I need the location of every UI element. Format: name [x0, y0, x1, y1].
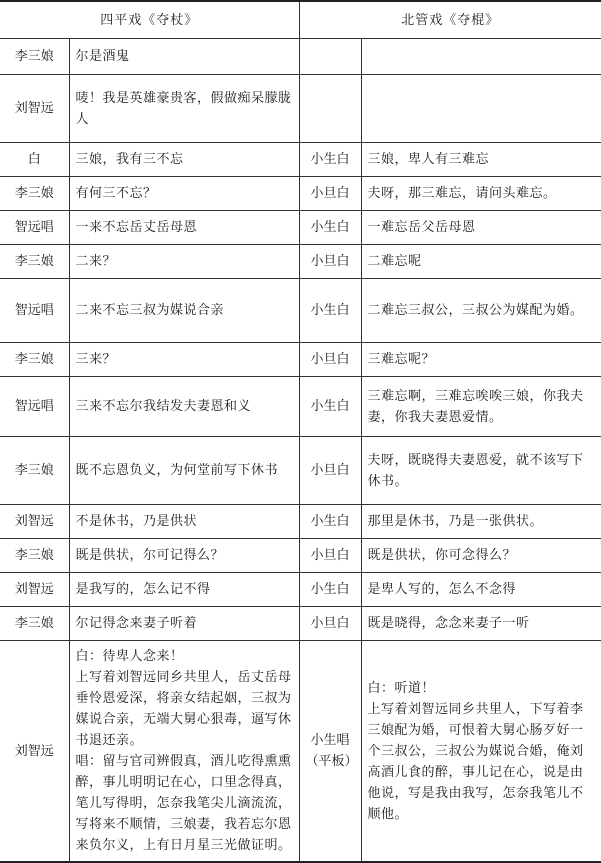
left-role-cell: 刘智远: [0, 505, 69, 539]
table-row: [0, 75, 601, 143]
left-role-cell: 刘智远: [0, 75, 69, 143]
right-role-cell: 小生唱（平板）: [299, 641, 361, 863]
right-role-cell: 小旦白: [299, 607, 361, 641]
table-row: [0, 39, 601, 75]
header-right: 北管戏《夺棍》: [299, 1, 601, 39]
left-text-cell: 三来不忘尔我结发夫妻恩和义: [69, 377, 299, 437]
table-row: [0, 437, 601, 505]
left-role-cell: 李三娘: [0, 39, 69, 75]
right-text-cell: 既是晓得，念念来妻子一听: [361, 607, 601, 641]
left-role-cell: 智远唱: [0, 211, 69, 245]
left-text-cell: 二来？: [69, 245, 299, 279]
right-role-cell: 小生白: [299, 377, 361, 437]
header-left: 四平戏《夺杖》: [0, 1, 299, 39]
right-text-cell: 三娘，卑人有三难忘: [361, 143, 601, 177]
table-row: [0, 279, 601, 343]
table-row: [0, 539, 601, 573]
right-role-cell: 小生白: [299, 279, 361, 343]
right-role-cell: 小生白: [299, 573, 361, 607]
left-role-cell: 智远唱: [0, 377, 69, 437]
left-text-cell: 三来？: [69, 343, 299, 377]
left-text-cell: 既是供状，尔可记得么？: [69, 539, 299, 573]
left-role-cell: 李三娘: [0, 343, 69, 377]
table-row: [0, 505, 601, 539]
right-role-cell: 小旦白: [299, 539, 361, 573]
right-verse-text: 白：听道！ 上写着刘智远同乡共里人，下写着李三娘配为婚，可恨着大舅心肠歹好一个三叔公，三叔公为媒说合婚，俺刘高酒儿食的醉，事儿记在心，说是由他说，写是我由我写，怎奈我笔儿不顺他。: [367, 680, 584, 822]
right-text-cell: 夫呀，那三难忘，请问头难忘。: [361, 177, 601, 211]
table-row: [0, 143, 601, 177]
right-text-cell: 三难忘呢？: [361, 343, 601, 377]
left-role-cell: 李三娘: [0, 607, 69, 641]
right-text-cell: 那里是休书，乃是一张供状。: [361, 505, 601, 539]
right-text-cell: [361, 75, 601, 143]
table-header-row: [0, 1, 601, 39]
left-text-cell: 有何三不忘？: [69, 177, 299, 211]
left-role-cell: 李三娘: [0, 437, 69, 505]
left-role-cell: 智远唱: [0, 279, 69, 343]
right-role-cell: 小旦白: [299, 177, 361, 211]
left-text-cell: 尔是酒鬼: [69, 39, 299, 75]
right-role-cell: 小生白: [299, 211, 361, 245]
left-text-cell: 唛！我是英雄豪贵客，假做痴呆朦胧人: [69, 75, 299, 143]
right-role-cell: [299, 75, 361, 143]
table-row: [0, 211, 601, 245]
left-text-cell: 二来不忘三叔为媒说合亲: [69, 279, 299, 343]
table-row: [0, 377, 601, 437]
table-row: [0, 573, 601, 607]
left-text-cell: 尔记得念来妻子听着: [69, 607, 299, 641]
right-text-cell: 是卑人写的，怎么不念得: [361, 573, 601, 607]
left-text-cell: 既不忘恩负义，为何堂前写下休书: [69, 437, 299, 505]
right-role-cell: 小旦白: [299, 245, 361, 279]
left-role-cell: 李三娘: [0, 245, 69, 279]
right-text-cell: 二难忘呢: [361, 245, 601, 279]
right-text-cell: 夫呀，既晓得夫妻恩爱，就不该写下休书。: [361, 437, 601, 505]
right-text-cell: [361, 39, 601, 75]
left-role-cell: 白: [0, 143, 69, 177]
right-text-cell: 三难忘啊，三难忘唉唉三娘，你我夫妻，你我夫妻恩爱情。: [361, 377, 601, 437]
left-verse-text: 白：待卑人念来！ 上写着刘智远同乡共里人，岳丈岳母垂怜恩爱深，将亲女结起姻，三叔为媒说合亲，无端大舅心狠毒，逼写休书退还亲。 唱：留与官司辨假真，酒儿吃得熏熏醉，事儿明明记在心，口里念得真，笔儿写得明，怎奈我笔尖儿滴流流，写将来不顺情，三娘妻，我若忘尔恩来负尔义，上有日月星三光做证明。: [75, 649, 292, 853]
left-text-cell: 不是休书，乃是供状: [69, 505, 299, 539]
right-role-cell: 小旦白: [299, 343, 361, 377]
right-role-cell: 小生白: [299, 143, 361, 177]
right-text-cell: 一难忘岳父岳母恩: [361, 211, 601, 245]
left-text-cell: 一来不忘岳丈岳母恩: [69, 211, 299, 245]
left-text-cell: 是我写的，怎么记不得: [69, 573, 299, 607]
left-text-cell: 三娘，我有三不忘: [69, 143, 299, 177]
table-row: [0, 607, 601, 641]
left-role-cell: 李三娘: [0, 177, 69, 211]
right-text-cell: [361, 641, 601, 863]
right-role-cell: 小旦白: [299, 437, 361, 505]
table-row: [0, 245, 601, 279]
left-role-cell: 刘智远: [0, 641, 69, 863]
right-role-cell: [299, 39, 361, 75]
table-row: [0, 177, 601, 211]
left-role-cell: 李三娘: [0, 539, 69, 573]
table-row: [0, 641, 601, 863]
left-role-cell: 刘智远: [0, 573, 69, 607]
left-text-cell: [69, 641, 299, 863]
right-role-cell: 小生白: [299, 505, 361, 539]
right-text-cell: 既是供状，你可念得么？: [361, 539, 601, 573]
table-row: [0, 343, 601, 377]
right-text-cell: 二难忘三叔公，三叔公为媒配为婚。: [361, 279, 601, 343]
